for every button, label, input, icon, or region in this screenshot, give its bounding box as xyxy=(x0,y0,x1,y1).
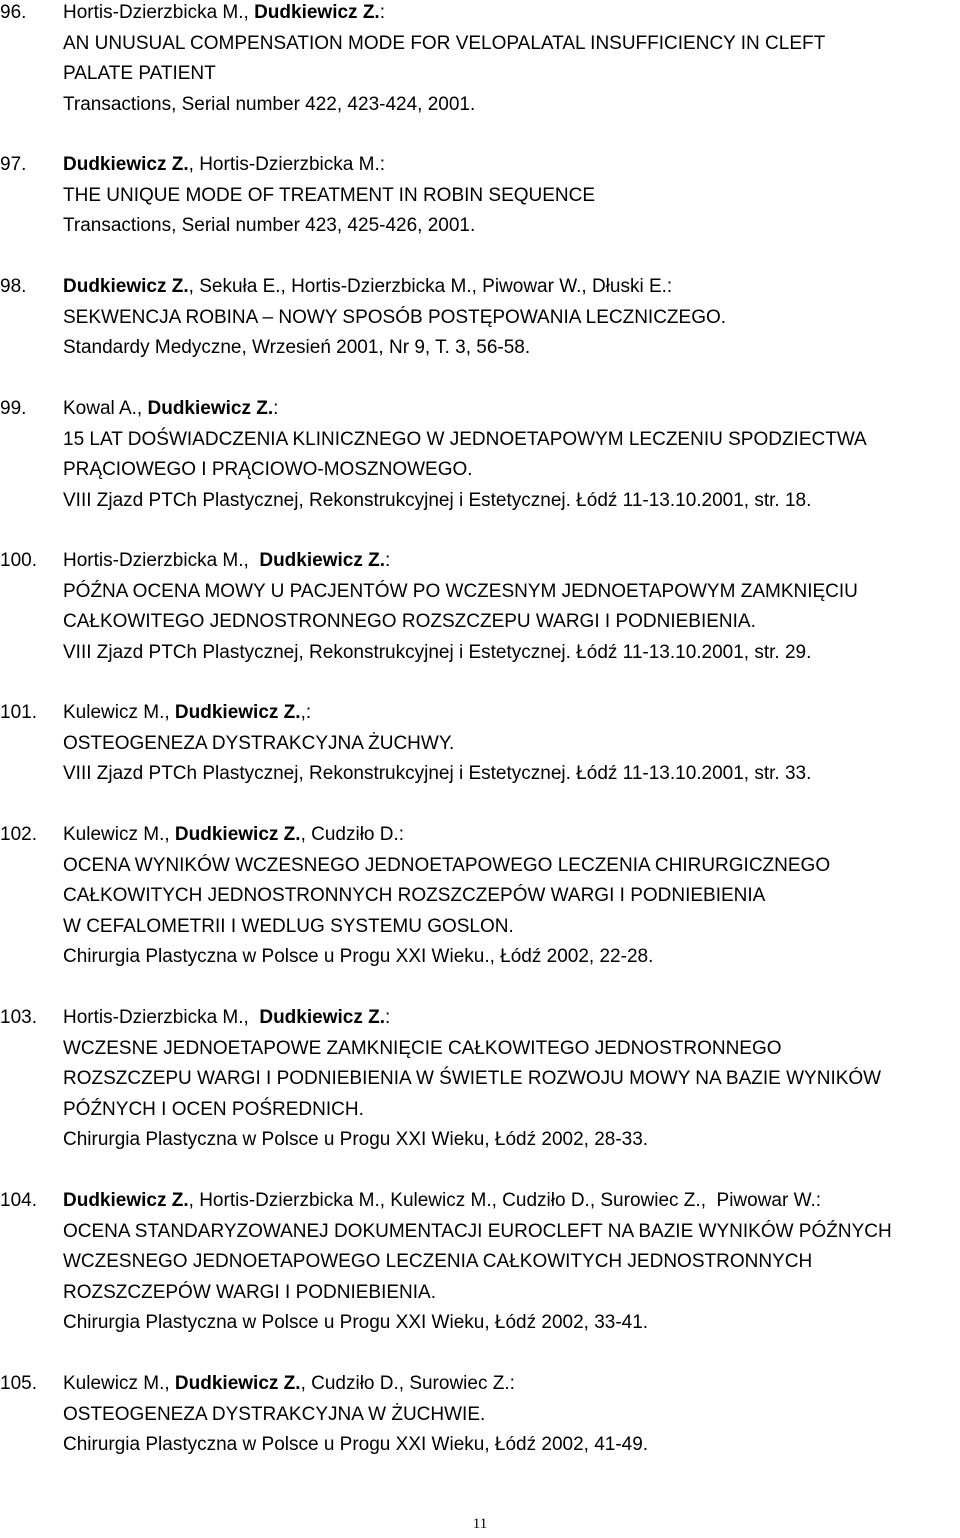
author-text: Kulewicz M., xyxy=(63,702,175,723)
reference-line: CAŁKOWITYCH JEDNOSTRONNYCH ROZSZCZEPÓW WARGI I PODNIEBIENIA xyxy=(63,885,766,906)
author-text: , Hortis-Dzierzbicka M.: xyxy=(188,154,385,175)
reference-number: 98. xyxy=(0,276,27,297)
reference-authors xyxy=(63,274,672,300)
reference-authors xyxy=(63,700,311,726)
author-text: Hortis-Dzierzbicka M., xyxy=(63,550,260,571)
author-highlight: Dudkiewicz Z. xyxy=(63,276,189,297)
reference-number: 103. xyxy=(0,1007,37,1028)
author-highlight: Dudkiewicz Z. xyxy=(259,1007,385,1028)
reference-authors xyxy=(63,548,390,574)
reference-line: VIII Zjazd PTCh Plastycznej, Rekonstrukcyjnej i Estetycznej. Łódź 11-13.10.2001, str. 29. xyxy=(63,642,812,663)
reference-line: SEKWENCJA ROBINA – NOWY SPOSÓB POSTĘPOWANIA LECZNICZEGO. xyxy=(63,307,727,328)
author-text: Kulewicz M., xyxy=(63,1373,175,1394)
author-text: : xyxy=(379,2,385,23)
author-highlight: Dudkiewicz Z. xyxy=(63,1190,189,1211)
author-highlight: Dudkiewicz Z. xyxy=(63,154,189,175)
author-highlight: Dudkiewicz Z. xyxy=(259,550,385,571)
reference-line: OSTEOGENEZA DYSTRAKCYJNA ŻUCHWY. xyxy=(63,733,455,754)
reference-number: 99. xyxy=(0,398,27,419)
reference-authors xyxy=(63,1005,390,1031)
reference-line: W CEFALOMETRII I WEDLUG SYSTEMU GOSLON. xyxy=(63,916,514,937)
author-text: Kulewicz M., xyxy=(63,824,175,845)
reference-line: ROZSZCZEPÓW WARGI I PODNIEBIENIA. xyxy=(63,1282,436,1303)
reference-line: 15 LAT DOŚWIADCZENIA KLINICZNEGO W JEDNOETAPOWYM LECZENIU SPODZIECTWA xyxy=(63,429,867,450)
author-text: , Cudziło D.: xyxy=(300,824,405,845)
reference-line: Chirurgia Plastyczna w Polsce u Progu XXI Wieku, Łódź 2002, 28-33. xyxy=(63,1129,649,1150)
reference-number: 101. xyxy=(0,702,37,723)
author-highlight: Dudkiewicz Z. xyxy=(174,824,301,845)
reference-line: WCZESNEGO JEDNOETAPOWEGO LECZENIA CAŁKOWITYCH JEDNOSTRONNYCH xyxy=(63,1251,813,1272)
reference-authors xyxy=(63,822,404,848)
author-text: Kowal A., xyxy=(63,398,148,419)
reference-line: OSTEOGENEZA DYSTRAKCYJNA W ŻUCHWIE. xyxy=(63,1404,486,1425)
reference-number: 97. xyxy=(0,154,27,175)
author-text: , Cudziło D., Surowiec Z.: xyxy=(300,1373,515,1394)
page-number: 11 xyxy=(472,1516,488,1532)
reference-authors xyxy=(63,1188,821,1214)
reference-line: VIII Zjazd PTCh Plastycznej, Rekonstrukcyjnej i Estetycznej. Łódź 11-13.10.2001, str. 18. xyxy=(63,490,812,511)
author-highlight: Dudkiewicz Z. xyxy=(174,702,301,723)
author-text: , Sekuła E., Hortis-Dzierzbicka M., Piwowar W., Dłuski E.: xyxy=(188,276,673,297)
reference-number: 96. xyxy=(0,2,27,23)
reference-line: VIII Zjazd PTCh Plastycznej, Rekonstrukcyjnej i Estetycznej. Łódź 11-13.10.2001, str. 33. xyxy=(63,763,812,784)
reference-line: Transactions, Serial number 422, 423-424, 2001. xyxy=(63,94,476,115)
reference-number: 104. xyxy=(0,1190,37,1211)
author-highlight: Dudkiewicz Z. xyxy=(147,398,274,419)
reference-line: Transactions, Serial number 423, 425-426, 2001. xyxy=(63,215,476,236)
author-text: : xyxy=(273,398,279,419)
reference-line: ROZSZCZEPU WARGI I PODNIEBIENIA W ŚWIETLE ROZWOJU MOWY NA BAZIE WYNIKÓW xyxy=(63,1068,882,1089)
reference-authors xyxy=(63,1371,515,1397)
reference-line: OCENA STANDARYZOWANEJ DOKUMENTACJI EUROCLEFT NA BAZIE WYNIKÓW PÓŹNYCH xyxy=(63,1221,892,1242)
reference-authors xyxy=(63,0,385,26)
reference-line: THE UNIQUE MODE OF TREATMENT IN ROBIN SEQUENCE xyxy=(63,185,596,206)
author-text: : xyxy=(385,1007,391,1028)
author-highlight: Dudkiewicz Z. xyxy=(174,1373,301,1394)
reference-number: 105. xyxy=(0,1373,37,1394)
reference-line: Chirurgia Plastyczna w Polsce u Progu XXI Wieku, Łódź 2002, 41-49. xyxy=(63,1434,649,1455)
reference-number: 102. xyxy=(0,824,37,845)
reference-line: CAŁKOWITEGO JEDNOSTRONNEGO ROZSZCZEPU WARGI I PODNIEBIENIA. xyxy=(63,611,756,632)
reference-line: Standardy Medyczne, Wrzesień 2001, Nr 9, T. 3, 56-58. xyxy=(63,337,531,358)
reference-line: OCENA WYNIKÓW WCZESNEGO JEDNOETAPOWEGO LECZENIA CHIRURGICZNEGO xyxy=(63,855,831,876)
author-text: : xyxy=(385,550,391,571)
reference-line: PRĄCIOWEGO I PRĄCIOWO-MOSZNOWEGO. xyxy=(63,459,473,480)
reference-line: AN UNUSUAL COMPENSATION MODE FOR VELOPALATAL INSUFFICIENCY IN CLEFT xyxy=(63,33,826,54)
author-text: Hortis-Dzierzbicka M., xyxy=(63,2,255,23)
reference-line: WCZESNE JEDNOETAPOWE ZAMKNIĘCIE CAŁKOWITEGO JEDNOSTRONNEGO xyxy=(63,1038,782,1059)
author-text: ,: xyxy=(300,702,312,723)
reference-line: PÓŹNA OCENA MOWY U PACJENTÓW PO WCZESNYM JEDNOETAPOWYM ZAMKNIĘCIU xyxy=(63,581,858,602)
reference-number: 100. xyxy=(0,550,37,571)
reference-authors xyxy=(63,152,385,178)
author-text: Hortis-Dzierzbicka M., xyxy=(63,1007,260,1028)
reference-line: PÓŹNYCH I OCEN POŚREDNICH. xyxy=(63,1099,364,1120)
reference-line: Chirurgia Plastyczna w Polsce u Progu XXI Wieku., Łódź 2002, 22-28. xyxy=(63,946,654,967)
reference-authors xyxy=(63,396,278,422)
reference-line: PALATE PATIENT xyxy=(63,63,216,84)
reference-line: Chirurgia Plastyczna w Polsce u Progu XXI Wieku, Łódź 2002, 33-41. xyxy=(63,1312,649,1333)
author-highlight: Dudkiewicz Z. xyxy=(254,2,380,23)
author-text: , Hortis-Dzierzbicka M., Kulewicz M., Cudziło D., Surowiec Z., Piwowar W.: xyxy=(188,1190,822,1211)
